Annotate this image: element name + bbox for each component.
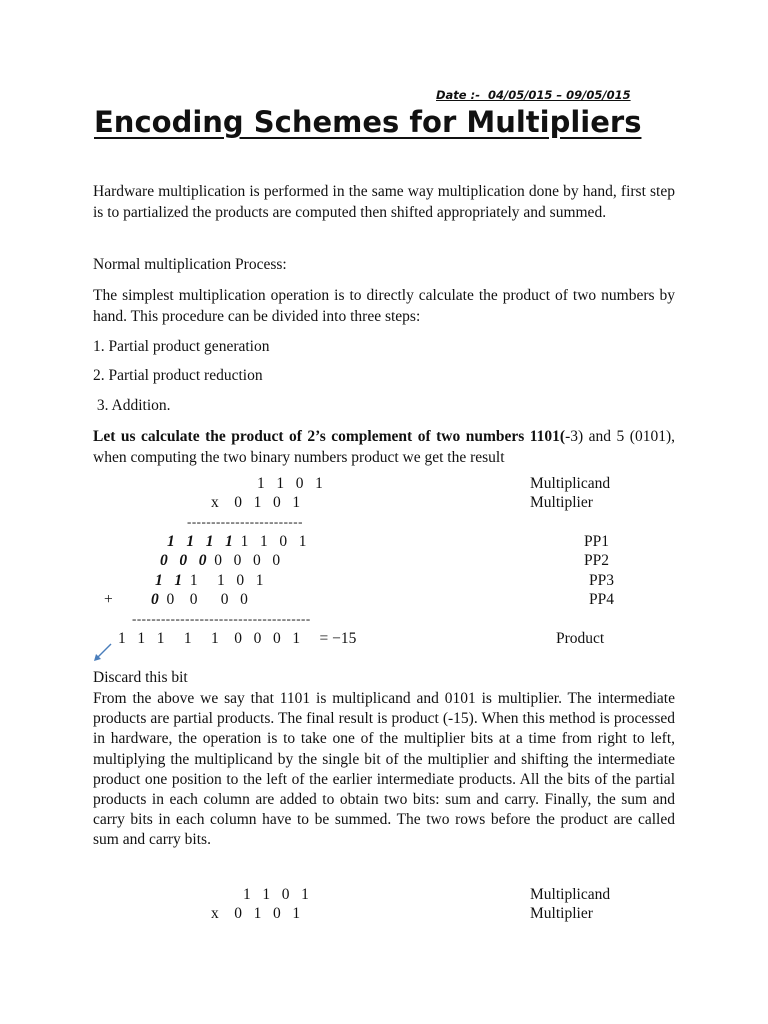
separator-2: ------------------------------------- <box>132 611 311 626</box>
step-2: 2. Partial product reduction <box>93 367 263 384</box>
normal-process-heading: Normal multiplication Process: <box>93 256 287 273</box>
label-pp2: PP2 <box>584 552 609 569</box>
pp1-row <box>167 533 307 551</box>
pp2-bits: 0 0 0 0 <box>206 552 281 569</box>
explanation-paragraph: From the above we say that 1101 is multiplicand and 0101 is multiplier. The intermediate products are partial products. The final result is product (-15). When this method is processed in hardware, the operation is to take one of the multiplier bits at a time from right to left, multiplying the multiplicand by the single bit of the multiplier and shifting the intermediate product one position to the left of the earlier intermediate products. All the bits of the partial products in each column are added to obtain two bits: sum and carry. Finally, the sum and carry bits in each column have to be summed. The two rows before the product are called sum and carry bits. <box>93 690 675 849</box>
pp3-extension: 1 1 <box>155 572 183 589</box>
label-pp1: PP1 <box>584 533 609 550</box>
plus-sign: + <box>104 591 113 608</box>
date-line: Date :- 04/05/015 – 09/05/015 <box>436 88 631 102</box>
pp2-row <box>160 552 280 570</box>
multiplier-row: x 0 1 0 1 <box>211 494 301 511</box>
pp4-row <box>151 591 248 609</box>
pp2-extension: 0 0 0 <box>160 552 207 569</box>
page-title: Encoding Schemes for Multipliers <box>94 105 642 139</box>
pp1-extension: 1 1 1 1 <box>167 533 233 550</box>
pp1-bits: 1 1 0 1 <box>232 533 307 550</box>
example-rest: -3) and 5 (0101), when computing the two binary numbers product we get the result <box>93 428 675 466</box>
discard-note: Discard this bit <box>93 669 188 686</box>
multiplier-row-2: x 0 1 0 1 <box>211 905 301 922</box>
step-1: 1. Partial product generation <box>93 338 270 355</box>
pp4-bits: 0 0 0 0 <box>158 591 248 608</box>
example-paragraph <box>93 426 675 468</box>
separator-1: ------------------------ <box>187 514 303 529</box>
label-pp4: PP4 <box>589 591 614 608</box>
discard-arrow-icon <box>92 642 114 664</box>
multiplicand-row-2: 1 1 0 1 <box>243 886 309 903</box>
label-multiplier-2: Multiplier <box>530 905 593 922</box>
pp3-bits: 1 1 0 1 <box>182 572 264 589</box>
pp3-row <box>155 572 264 590</box>
simplest-paragraph: The simplest multiplication operation is to directly calculate the product of two numbers by hand. This procedure can be divided into three steps: <box>93 287 675 325</box>
example-bold: Let us calculate the product of 2’s complement of two numbers 1101( <box>93 428 566 445</box>
label-pp3: PP3 <box>589 572 614 589</box>
product-row: 1 1 1 1 1 0 0 0 1 = −15 <box>118 630 357 647</box>
step-3: 3. Addition. <box>93 397 171 414</box>
intro-paragraph: Hardware multiplication is performed in the same way multiplication done by hand, first step is to partialized the products are computed then shifted appropriately and summed. <box>93 183 675 221</box>
label-product: Product <box>556 630 605 647</box>
multiplicand-row: 1 1 0 1 <box>257 475 323 492</box>
label-multiplier: Multiplier <box>530 494 593 511</box>
label-multiplicand: Multiplicand <box>530 475 611 492</box>
pp4-extension: 0 <box>151 591 159 608</box>
label-multiplicand-2: Multiplicand <box>530 886 611 903</box>
